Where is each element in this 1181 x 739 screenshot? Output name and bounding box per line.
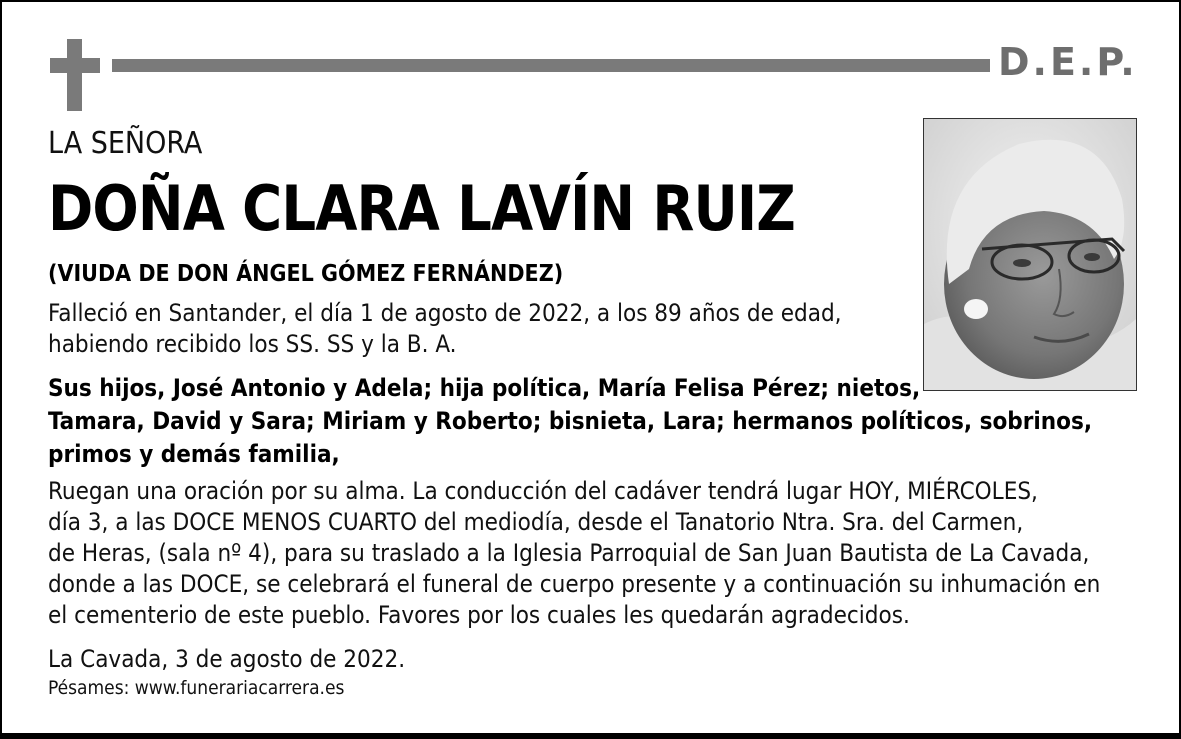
widow-line: (VIUDA DE DON ÁNGEL GÓMEZ FERNÁNDEZ) (48, 261, 564, 287)
family-line: primos y demás familia, (48, 440, 340, 468)
deceased-name: DOÑA CLARA LAVÍN RUIZ (48, 172, 795, 245)
dep-heading: D.E.P. (998, 40, 1138, 84)
request-line: de Heras, (sala nº 4), para su traslado a la Iglesia Parroquial de San Juan Bautista de La Cavada, (48, 539, 1090, 567)
death-line: Falleció en Santander, el día 1 de agosto de 2022, a los 89 años de edad, (48, 299, 842, 327)
request-line: donde a las DOCE, se celebrará el funeral de cuerpo presente y a continuación su inhumación en (48, 570, 1101, 598)
header-rule (112, 59, 990, 72)
family-line: Sus hijos, José Antonio y Adela; hija política, María Felisa Pérez; nietos, (48, 374, 921, 402)
portrait-photo (923, 118, 1137, 391)
place-date: La Cavada, 3 de agosto de 2022. (48, 645, 406, 673)
death-line: habiendo recibido los SS. SS y la B. A. (48, 330, 457, 358)
request-line: Ruegan una oración por su alma. La conducción del cadáver tendrá lugar HOY, MIÉRCOLES, (48, 477, 1038, 505)
request-line: el cementerio de este pueblo. Favores por los cuales les quedarán agradecidos. (48, 601, 910, 629)
condolences-line: Pésames: www.funerariacarrera.es (48, 677, 345, 699)
family-line: Tamara, David y Sara; Miriam y Roberto; bisnieta, Lara; hermanos políticos, sobrinos, (48, 407, 1093, 435)
title-label: LA SEÑORA (48, 126, 203, 161)
request-line: día 3, a las DOCE MENOS CUARTO del mediodía, desde el Tanatorio Ntra. Sra. del Carmen, (48, 508, 1024, 536)
